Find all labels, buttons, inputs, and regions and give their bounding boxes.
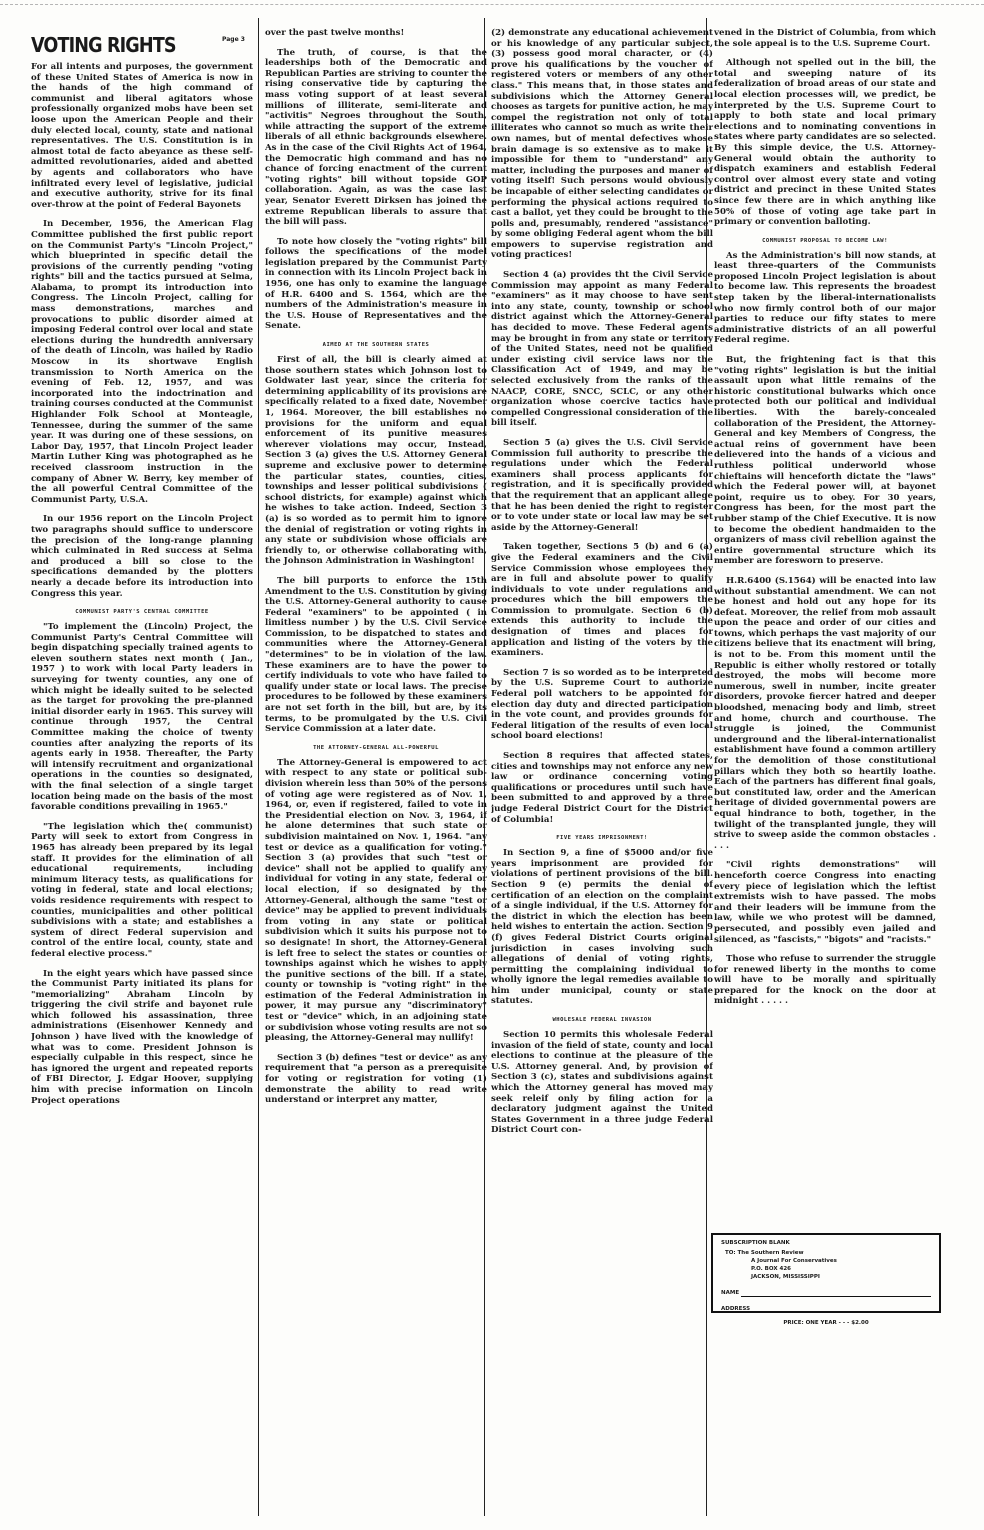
column-4	[714, 28, 936, 1228]
subheading: WHOLESALE FEDERAL INVASION	[552, 1017, 652, 1024]
subscription-price: PRICE: ONE YEAR - - - $2.00	[783, 1320, 869, 1326]
column-3	[491, 28, 713, 1516]
subscription-address-line: A Journal For Conservatives	[751, 1258, 837, 1264]
paragraph: vened in the District of Columbia, from which the sole appeal is to the U.S. Supreme Court.	[714, 28, 936, 49]
subscription-blank	[711, 1233, 941, 1326]
paragraph: "Civil rights demonstrations" will henceforth coerce Congress into enacting every piece of legislation which the leftist extremists wish to have passed. The mobs and their leaders will be immune from the law, while we who protest will be damned, persecuted, and possibly even jailed and silenced, as "fascists," "bigots" and "racists."	[714, 860, 936, 945]
subheading: FIVE YEARS IMPRISONMENT!	[556, 835, 648, 842]
paragraph: The truth, of course, is that the leaderships both of the Democratic and Republican Parties are striving to counter the rising conservative tide by capturing the mass voting support of at least several millions of illiterate, semi-literate and "activitis" Negroes throughout the South, while attracting the support of the extreme liberals of all ethnic backgrounds elsewhere. As in the case of the Civil Rights Act of 1964, the Democratic high command and has no chance of forcing enactment of the current "voting rights" bill without topside GOP collaboration. Again, as was the case last year, Senator Everett Dirksen has joined the extreme Republican liberals to assure that the bill will pass.	[265, 47, 487, 228]
subscription-title: SUBSCRIPTION BLANK	[721, 1240, 790, 1246]
address-label: ADDRESS	[721, 1306, 751, 1312]
paragraph: "The legislation which the( communist) Party will seek to extort from Congress in 1965 has already been prepared by its legal staff. It provides for the elimination of all educational requirements, including minimum literacy tests, as qualifications for voting in federal, state and local elections; voids residence requirements with respect to counties, municipalities and other political subdivisions with a state; and establishes a system of direct Federal supervision and control of the entire local, county, state and federal elective process."	[31, 821, 253, 959]
paragraph: To note how closely the "voting rights" bill follows the specifications of the model legislation prepared by the Communist Party in connection with its Lincoln Project back in 1956, one has only to examine the language of H.R. 6400 and S. 1564, which are the numbers of the Administration's measure in the U.S. House of Representatives and the Senate.	[265, 236, 487, 332]
paragraph: In our 1956 report on the Lincoln Project two paragraphs should suffice to underscore the precision of the long-range planning which culminated in Red success at Selma and produced a bill so close to the specifications demanded by the plotters nearly a decade before its introduction into Congress this year.	[31, 514, 253, 599]
paragraph: H.R.6400 (S.1564) will be enacted into law without substantial amendment. We can not be honest and hold out any hope for its defeat. Moreover, the relief from mob assault upon the peace and order of our cities and towns, which perhaps the vast majority of our citizens believe that its enactment will bring, is not to be. From this moment until the Republic is either wholly restored or totally destroyed, the mobs will become more numerous, swell in number, incite greater disorders, provoke fiercer hatred and deeper bloodshed, menacing body and limb, street and home, church and courthouse. The struggle is joined, the Communist underground and the liberal-internationalist establishment have found a common artillery for the demolition of those constitutional pillars which they both so heartily loathe. Each of the partners has different final goals, but constituted law, order and the American heritage of divided governmental powers are equal hindrance to both, together, in the twilight of the transplanted jungle, they will strive to sweep aside the common obstacles . . . .	[714, 575, 936, 851]
paragraph: First of all, the bill is clearly aimed at those southern states which Johnson lost to Goldwater last year, since the criteria for determining applicability of its provisions are specifically related to a fixed date, November 1, 1964. Moreover, the bill establishes no provisions for the uniform and equal enforcement of its punitive measures wherever violations may occur, Instead, Section 3 (a) gives the U.S. Attorney General supreme and exclusive power to determine the particular states, counties, cities, townships and lesser political subdivisions ( school districts, for example) against which he wishes to take action. Indeed, Section 3 (a) is so worded as to permit him to ignore the denial of registration or voting rights in any state or subdivision whose officials are friendly to, or otherwise collaborating with, the Johnson Administration in Washington!	[265, 355, 487, 567]
column-rule	[258, 18, 259, 1516]
paragraph: The Attorney-General is empowered to act with respect to any state or political sub-division wherein less than 50% of the persons of voting age were registered as of Nov. 1, 1964, or, even if registered, failed to vote in the Presidential election on Nov. 3, 1964, if he alone determines that such state or subdivision maintained on Nov. 1, 1964. "any test or device as a qualification for voting." Section 3 (a) provides that such "test or device" shall not be applied to qualify any individual for voting in any state, federal or local election, if so designated by the Attorney-General, although the same "test or device" may be applied to prevent individuals from voting in any state or political subdivision which it suits his purpose not to so designate! In short, the Attorney-General is left free to select the states or counties or townships against which he wishes to apply the punitive sections of the bill. If a state, county or township is "voting right" in the estimation of the Federal Administration in power, it may pursue any "discriminatory" test or "device" which, in an adjoining state or subdivision whose voting results are not so pleasing, the Attorney-General may nullify!	[265, 757, 487, 1044]
paragraph: Section 4 (a) provides tht the Civil Service Commission may appoint as many Federal "examiners" as it may choose to have sent into any state, county, township or school district against which the Attorney-General has decided to move. These Federal agents may be brought in from any state or territory of the United States, need not be qualified under existing civil service laws nor the Classification Act of 1949, and may be selected exclusively from the ranks of the NAACP, CORE, SNCC, SCLC, or any other organization whose coercive tactics have compelled Congressional consideration of the bill itself.	[491, 270, 713, 429]
name-label: NAME	[721, 1290, 740, 1296]
name-line[interactable]	[741, 1290, 931, 1297]
subheading: COMMUNIST PARTY'S CENTRAL COMMITTEE	[75, 609, 209, 616]
paragraph: The bill purports to enforce the 15th Amendment to the U.S. Constitution by giving the U.S. Attorney-General authority to cause Federal "examiners" to be appointed ( in limitless number ) by the U.S. Civil Service Commission, to be dispatched to states and communities where the Attorney-General "determines" to be in violation of the law. These examiners are to have the power to certify individuals to vote who have failed to qualify under state or local laws. The precise procedures to be followed by these examiners are not set forth in the bill, but are, by its terms, to be promulgated by the U.S. Civil Service Commission at a later date.	[265, 575, 487, 735]
address-line[interactable]	[752, 1306, 931, 1313]
paragraph: Taken together, Sections 5 (b) and 6 (a) give the Federal examiners and the Civil Service Commission whose employees they are in full and absolute power to qualify individuals to vote under regulations and procedures which the bill empowers the Commission to promulgate. Section 6 (b) extends this authority to include the designation of times and places for application and listing of the voters by the examiners.	[491, 542, 713, 659]
paragraph: Section 3 (b) defines "test or device" as any requirement that "a person as a prerequisite for voting or registration for voting (1) demonstrate the ability to read write understand or interpret any matter,	[265, 1052, 487, 1106]
top-border	[0, 4, 984, 5]
paragraph: As the Administration's bill now stands, at least three-quarters of the Communists proposed Lincoln Project legislation is about to become law. This represents the broadest step taken by the liberal-internationalists who now firmly control both of our major parties to reduce our fifty states to mere administrative districts of an all powerful Federal regime.	[714, 250, 936, 346]
subscription-address-line: JACKSON, MISSISSIPPI	[751, 1274, 820, 1280]
paragraph: For all intents and purposes, the government of these United States of America is now in the hands of the high command of communist and liberal agitators whose professionally organized mobs have been set loose upon the American People and their duly elected local, county, state and national representatives. The U.S. Constitution is in almost total de facto abeyance as these self-admitted revolutionaries, aided and abetted by agents and collaborators who have infiltrated every level of legislative, judicial and executive authority, strive for its final over-throw at the point of Federal Bayonets	[31, 62, 253, 210]
subheading: THE ATTORNEY-GENERAL ALL-POWERFUL	[313, 744, 439, 751]
paragraph: Section 10 permits this wholesale Federal invasion of the field of state, county and local elections to continue at the pleasure of the U.S. Attorney general. And, by provision of Section 3 (c), states and subdivisions against which the Attorney general has moved may seek releif only by filing action for a declaratory judgment against the United States Government in a three judge Federal District Court con-	[491, 1030, 713, 1136]
paragraph: In Section 9, a fine of $5000 and/or five years imprisonment are provided for violations of pertinent provisions of the bill. Section 9 (e) permits the denial of certification of an election on the complaint of a single individual, if the U.S. Attorney for the district in which the election has been held wishes to entertain the action. Section 9 (f) gives Federal District Courts original jurisdiction in cases involving such allegations of denial of voting rights, permitting the complaining individual to wholly ignore the legal remedies available to him under municipal, county or state statutes.	[491, 848, 713, 1007]
paragraph: "To implement the (Lincoln) Project, the Communist Party's Central Committee will begin dispatching specially trained agents to eleven southern states next month ( Jan., 1957 ) to work with local Party leaders in surveying for twenty counties, any one of which might be ideally suited to be selected as the target for provoking the pre-planned initial disorder early in 1965. This survey will continue through 1957, the Central Committee making the choice of twenty counties after analyzing the reports of its agents early in 1958. Thereafter, the Party will intensify recruitment and organizational operations in the counties so designated, with the final selection of a single target location being made on the basis of the most favorable conditions prevailing in 1965."	[31, 622, 253, 813]
paragraph: Those who refuse to surrender the struggle for renewed liberty in the months to come will have to be morally and spiritually prepared for the knock on the door at midnight . . . . .	[714, 954, 936, 1007]
paragraph: Section 5 (a) gives the U.S. Civil Service Commission full authority to prescribe the regulations under which the Federal examiners shall process applicants for registration, and it is specifically provided that the requirement that an applicant allege that he has been denied the right to register or to vote under state or local law may be set aside by the Attorney-General!	[491, 437, 713, 533]
paragraph: Section 8 requires that affected states, cities and townships may not enforce any new law or ordinance concerning voting qualifications or procedures until such have been submitted to and approved by a three judge Federal District Court for the District of Columbia!	[491, 751, 713, 825]
paragraph: Section 7 is so worded as to be interpreted by the U.S. Supreme Court to authorize Federal poll watchers to be appointed for election day duty and directed participation in the vote count, and provides grounds for Federal litigation of the results of even local school board elections!	[491, 667, 713, 742]
subscription-to: TO: The Southern Review	[725, 1250, 804, 1256]
paragraph: over the past twelve months!	[265, 28, 405, 38]
column-1	[31, 34, 253, 1516]
address-field[interactable]	[721, 1305, 931, 1313]
headline: VOTING RIGHTS	[31, 34, 176, 57]
name-field[interactable]	[721, 1289, 931, 1297]
paragraph: (2) demonstrate any educational achievement or his knowledge of any particular subject, (3) possess good moral character, or (4) prove his qualifications by the voucher of registered voters or members of any other class." This means that, in those states and subdivisions which the Attorney General chooses as targets for punitive action, he may compel the registration not only of total illiterates who cannot so much as write their own names, but of mental defectives whose brain damage is so extensive as to make it impossible for them to "understand" any matter, including the purposes and maner of voting itself! Such persons would obviously be incapable of either selecting candidates or performing the physical actions required to cast a ballot, yet they could be brought to the polls and, presumably, rendered "assistance" by some obliging Federal agent whom the bill empowers to supervise registration and voting practices!	[491, 28, 713, 261]
subheading: COMMUNIST PROPOSAL TO BECOME LAW!	[762, 237, 888, 244]
page-label: Page 3	[222, 36, 245, 43]
paragraph: In December, 1956, the American Flag Committee published the first public report on the Communist Party's "Lincoln Project," which blueprinted in specific detail the provisions of the currently pending "voting rights" bill and the tactics pursued at Selma, Alabama, to prompt its introduction into Congress. The Lincoln Project, calling for mass demonstrations, marches and provocations to public disorder aimed at imposing Federal control over local and state elections during the hundredth anniversary of the death of Lincoln, was hailed by Radio Moscow in its shortwave English transmission to North America on the evening of Feb. 12, 1957, and was incorporated into the indoctrination and training courses conducted at the Communist Highlander Folk School at Monteagle, Tennessee, during the summer of the same year. It was during one of these sessions, on Labor Day, 1957, that Lincoln Project leader Martin Luther King was photographed as he received classroom instruction in the company of Abner W. Berry, key member of the all powerful Central Committee of the Communist Party, U.S.A.	[31, 219, 253, 505]
subheading: AIMED AT THE SOUTHERN STATES	[322, 342, 430, 349]
paragraph: In the eight years which have passed since the Communist Party initiated its plans for "memorializing" Abraham Lincoln by triggering the civil strife and bayonet rule which followed his assassination, three administrations (Eisenhower Kennedy and Johnson ) have lived with the knowledge of what was to come. President Johnson is especially culpable in this respect, since he has ignored the urgent and repeated reports of FBI Director, J. Edgar Hoover, supplying him with precise information on Lincoln Project operations	[31, 968, 253, 1106]
paragraph: Although not spelled out in the bill, the total and sweeping nature of its federalization of broad areas of our state and local election processes will, we predict, be interpreted by the U.S. Supreme Court to apply to both state and local primary elections and to nominating conventions in states where party candidates are so selected. By this simple device, the U.S. Attorney-General would obtain the authority to dispatch examiners and establish Federal control over almost every state and voting district and precinct in these United States since few there are in which anything like 50% of those of voting age take part in primary or convention balloting.	[714, 58, 936, 228]
paragraph: But, the frightening fact is that this "voting rights" legislation is but the initial assault upon what little remains of the historic constitutional bulwarks which once protected both our political and individual liberties. With the barely-concealed collaboration of the President, the Attorney-General and key Members of Congress, the actual reins of government have been delievered into the hands of a vicious and ruthless political underworld whose chieftains will henceforth dictate the "laws" which the Federal power will, at bayonet point, require us to obey. For 30 years, Congress has been, for the most part the rubber stamp of the Chief Executive. It is now to become the obedient handmaiden to the organizers of mass civil rebellion against the entire governmental structure which its member are foresworn to preserve.	[714, 355, 936, 567]
subscription-address-line: P.O. BOX 426	[751, 1266, 791, 1272]
column-2	[265, 28, 487, 1516]
